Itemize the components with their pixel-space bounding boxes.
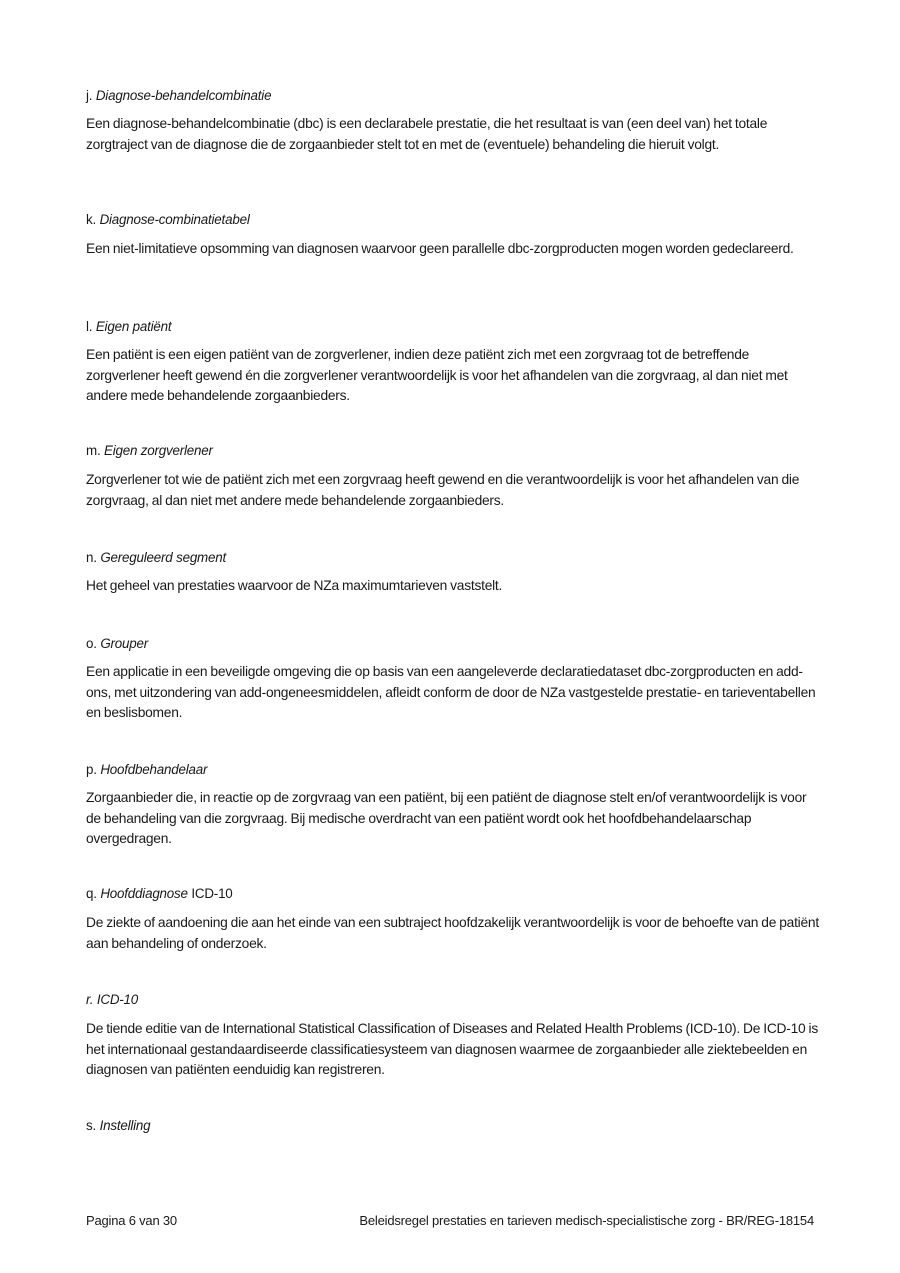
term-suffix: ICD-10 bbox=[191, 886, 233, 901]
term-heading-p bbox=[86, 761, 207, 779]
term-name: Hoofdbehandelaar bbox=[100, 762, 208, 777]
page-number: Pagina 6 van 30 bbox=[86, 1213, 177, 1228]
term-name: Gereguleerd segment bbox=[100, 550, 227, 565]
term-heading-n bbox=[86, 549, 226, 567]
term-letter: m. bbox=[86, 443, 101, 458]
term-heading-j bbox=[86, 87, 271, 105]
term-definition-q: De ziekte of aandoening die aan het einde van een subtraject hoofdzakelijk verantwoordelijk is voor de behoefte van de patiënt aan behandeling of onderzoek. bbox=[86, 915, 819, 951]
term-name: Eigen zorgverlener bbox=[104, 443, 213, 458]
term-letter: q. bbox=[86, 886, 97, 901]
term-heading-m bbox=[86, 442, 213, 460]
term-letter: p. bbox=[86, 762, 97, 777]
term-definition-r: De tiende editie van de International Statistical Classification of Diseases and Related Health Problems (ICD-10). De ICD-10 is het internationaal gestandaardiseerde classificatiesysteem van diagnosen waarmee de zorgaanbieder alle ziektebeelden en diagnosen van patiënten eenduidig kan registreren. bbox=[86, 1021, 818, 1078]
document-title: Beleidsregel prestaties en tarieven medisch-specialistische zorg - BR/REG-18154 bbox=[359, 1213, 814, 1228]
term-letter: k. bbox=[86, 212, 97, 227]
term-name: Instelling bbox=[99, 1118, 151, 1133]
term-heading-o bbox=[86, 635, 148, 653]
term-definition-p: Zorgaanbieder die, in reactie op de zorgvraag van een patiënt, bij een patiënt de diagnose stelt en/of verantwoordelijk is voor de behandeling van die zorgvraag. Bij medische overdracht van een patiënt wordt ook het hoofdbehandelaarschap overgedragen. bbox=[86, 790, 807, 847]
term-name: Diagnose-behandelcombinatie bbox=[95, 88, 272, 103]
term-heading-k bbox=[86, 211, 250, 229]
term-definition-o: Een applicatie in een beveiligde omgeving die op basis van een aangeleverde declaratiedataset dbc-zorgproducten en add-ons, met uitzondering van add-ongeneesmiddelen, afleidt conform de door de NZa vastgestelde prestatie- en tarieventabellen en beslisbomen. bbox=[86, 664, 816, 721]
term-definition-m: Zorgverlener tot wie de patiënt zich met een zorgvraag heeft gewend en die verantwoordelijk is voor het afhandelen van die zorgvraag, al dan niet met andere mede behandelende zorgaanbieders. bbox=[86, 472, 800, 508]
term-heading-s bbox=[86, 1117, 150, 1135]
term-letter: r. bbox=[86, 992, 94, 1007]
term-letter: j. bbox=[86, 88, 93, 103]
term-heading-r bbox=[86, 991, 138, 1009]
term-letter: o. bbox=[86, 636, 97, 651]
term-letter: s. bbox=[86, 1118, 97, 1133]
term-name: ICD-10 bbox=[96, 992, 139, 1007]
term-definition-n: Het geheel van prestaties waarvoor de NZa maximumtarieven vaststelt. bbox=[86, 578, 503, 593]
term-definition-k: Een niet-limitatieve opsomming van diagnosen waarvoor geen parallelle dbc-zorgproducten mogen worden gedeclareerd. bbox=[86, 241, 794, 256]
term-definition-l: Een patiënt is een eigen patiënt van de zorgverlener, indien deze patiënt zich met een zorgvraag tot de betreffende zorgverlener heeft gewend én die zorgverlener verantwoordelijk is voor het afhandelen van die zorgvraag, al dan niet met andere mede behandelende zorgaanbieders. bbox=[86, 347, 788, 404]
term-name: Grouper bbox=[100, 636, 149, 651]
term-name: Eigen patiënt bbox=[95, 319, 172, 334]
term-name: Diagnose-combinatietabel bbox=[99, 212, 250, 227]
term-heading-l bbox=[86, 318, 171, 336]
term-definition-j: Een diagnose-behandelcombinatie (dbc) is een declarabele prestatie, die het resultaat is van (een deel van) het totale zorgtraject van de diagnose die de zorgaanbieder stelt tot en met de (eventuele) behandeling die hieruit volgt. bbox=[86, 116, 768, 152]
term-letter: n. bbox=[86, 550, 97, 565]
term-heading-q bbox=[86, 885, 233, 903]
term-letter: l. bbox=[86, 319, 93, 334]
term-name: Hoofddiagnose bbox=[100, 886, 188, 901]
